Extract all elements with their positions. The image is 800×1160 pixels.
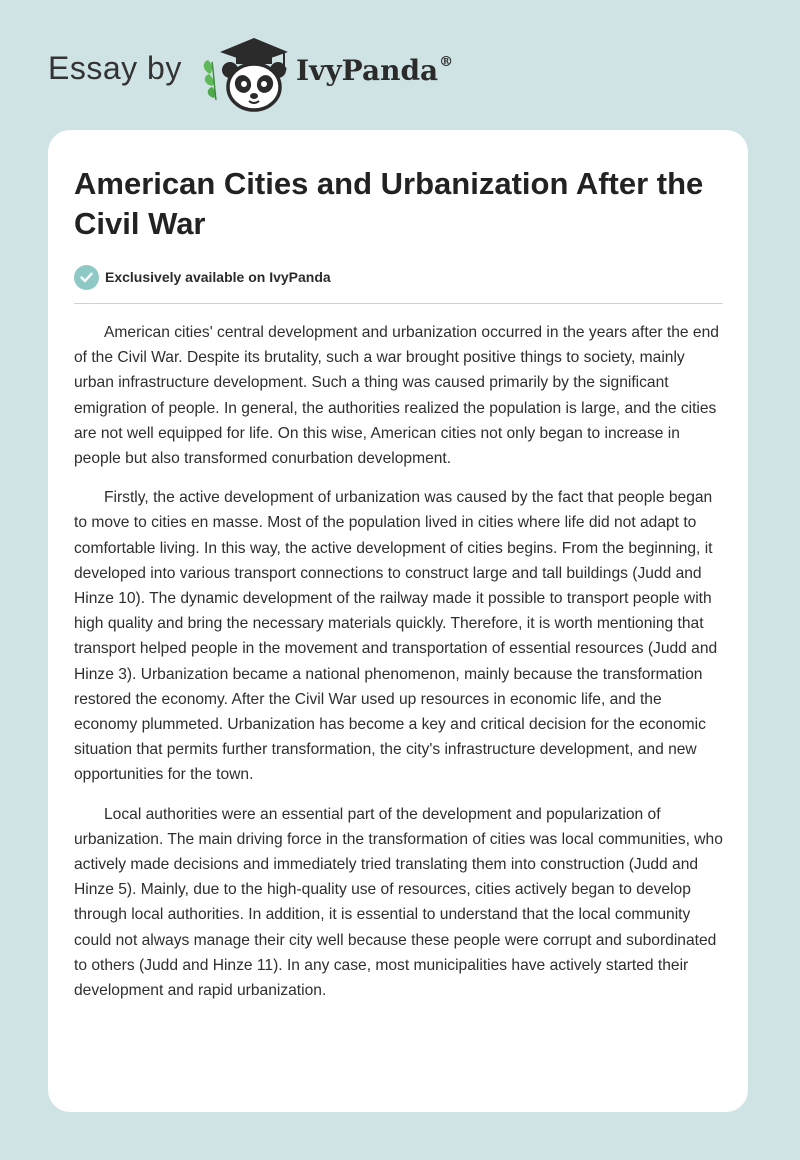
panda-graduate-icon <box>200 34 295 114</box>
registered-mark: ® <box>439 53 454 70</box>
paragraph-2: Firstly, the active development of urbanization was caused by the fact that people began to move to cities en masse. Most of the population lived in cities where life did not adapt to comfortable living. In this way, the active development of cities begins. From the beginning, it developed into various transport connections to construct large and tall buildings (Judd and Hinze 10). The dynamic development of the railway made it possible to transport people with high quality and bring the necessary materials quickly. Therefore, it is worth mentioning that transport helped people in the movement and transportation of essential resources (Judd and Hinze 3). Urbanization became a national phenomenon, mainly because the transformation restored the economy. After the Civil War used up resources in economic life, and the economy plummeted. Urbanization has become a key and critical decision for the economic situation that permits further transformation, the city's infrastructure development, and new opportunities for the town. <box>74 489 718 784</box>
divider <box>74 303 723 304</box>
check-icon <box>74 265 99 290</box>
paragraph-1: American cities' central development and urbanization occurred in the years after the end of the Civil War. Despite its brutality, such a war brought positive things to society, mainly urban infrastructure development. Such a thing was caused primarily by the significant emigration of people. In general, the authorities realized the population is large, and the cities are not well equipped for life. On this wise, American cities not only began to increase in people but also transformed conurbation development. <box>74 324 719 468</box>
essay-body <box>74 320 724 1017</box>
paragraph-3: Local authorities were an essential part of the development and popularization of urbanization. The main driving force in the transformation of cities was local communities, who actively made decisions and immediately tried translating them into construction (Judd and Hinze 5). Mainly, due to the high-quality use of resources, cities actively began to develop through local authorities. In addition, it is essential to understand that the local community could not always manage their city well because these people were corrupt and subordinated to others (Judd and Hinze 11). In any case, most municipalities have actively started their development and rapid urbanization. <box>74 805 723 1000</box>
exclusive-badge <box>74 264 331 290</box>
exclusive-badge-label: Exclusively available on IvyPanda <box>105 269 331 285</box>
page-title: American Cities and Urbanization After the Civil War <box>74 166 704 241</box>
site-header <box>0 0 800 130</box>
brand-text: IvyPanda <box>296 54 439 87</box>
essay-card <box>48 130 748 1112</box>
essay-by-label: Essay by <box>48 50 182 86</box>
brand-name[interactable] <box>296 54 453 87</box>
